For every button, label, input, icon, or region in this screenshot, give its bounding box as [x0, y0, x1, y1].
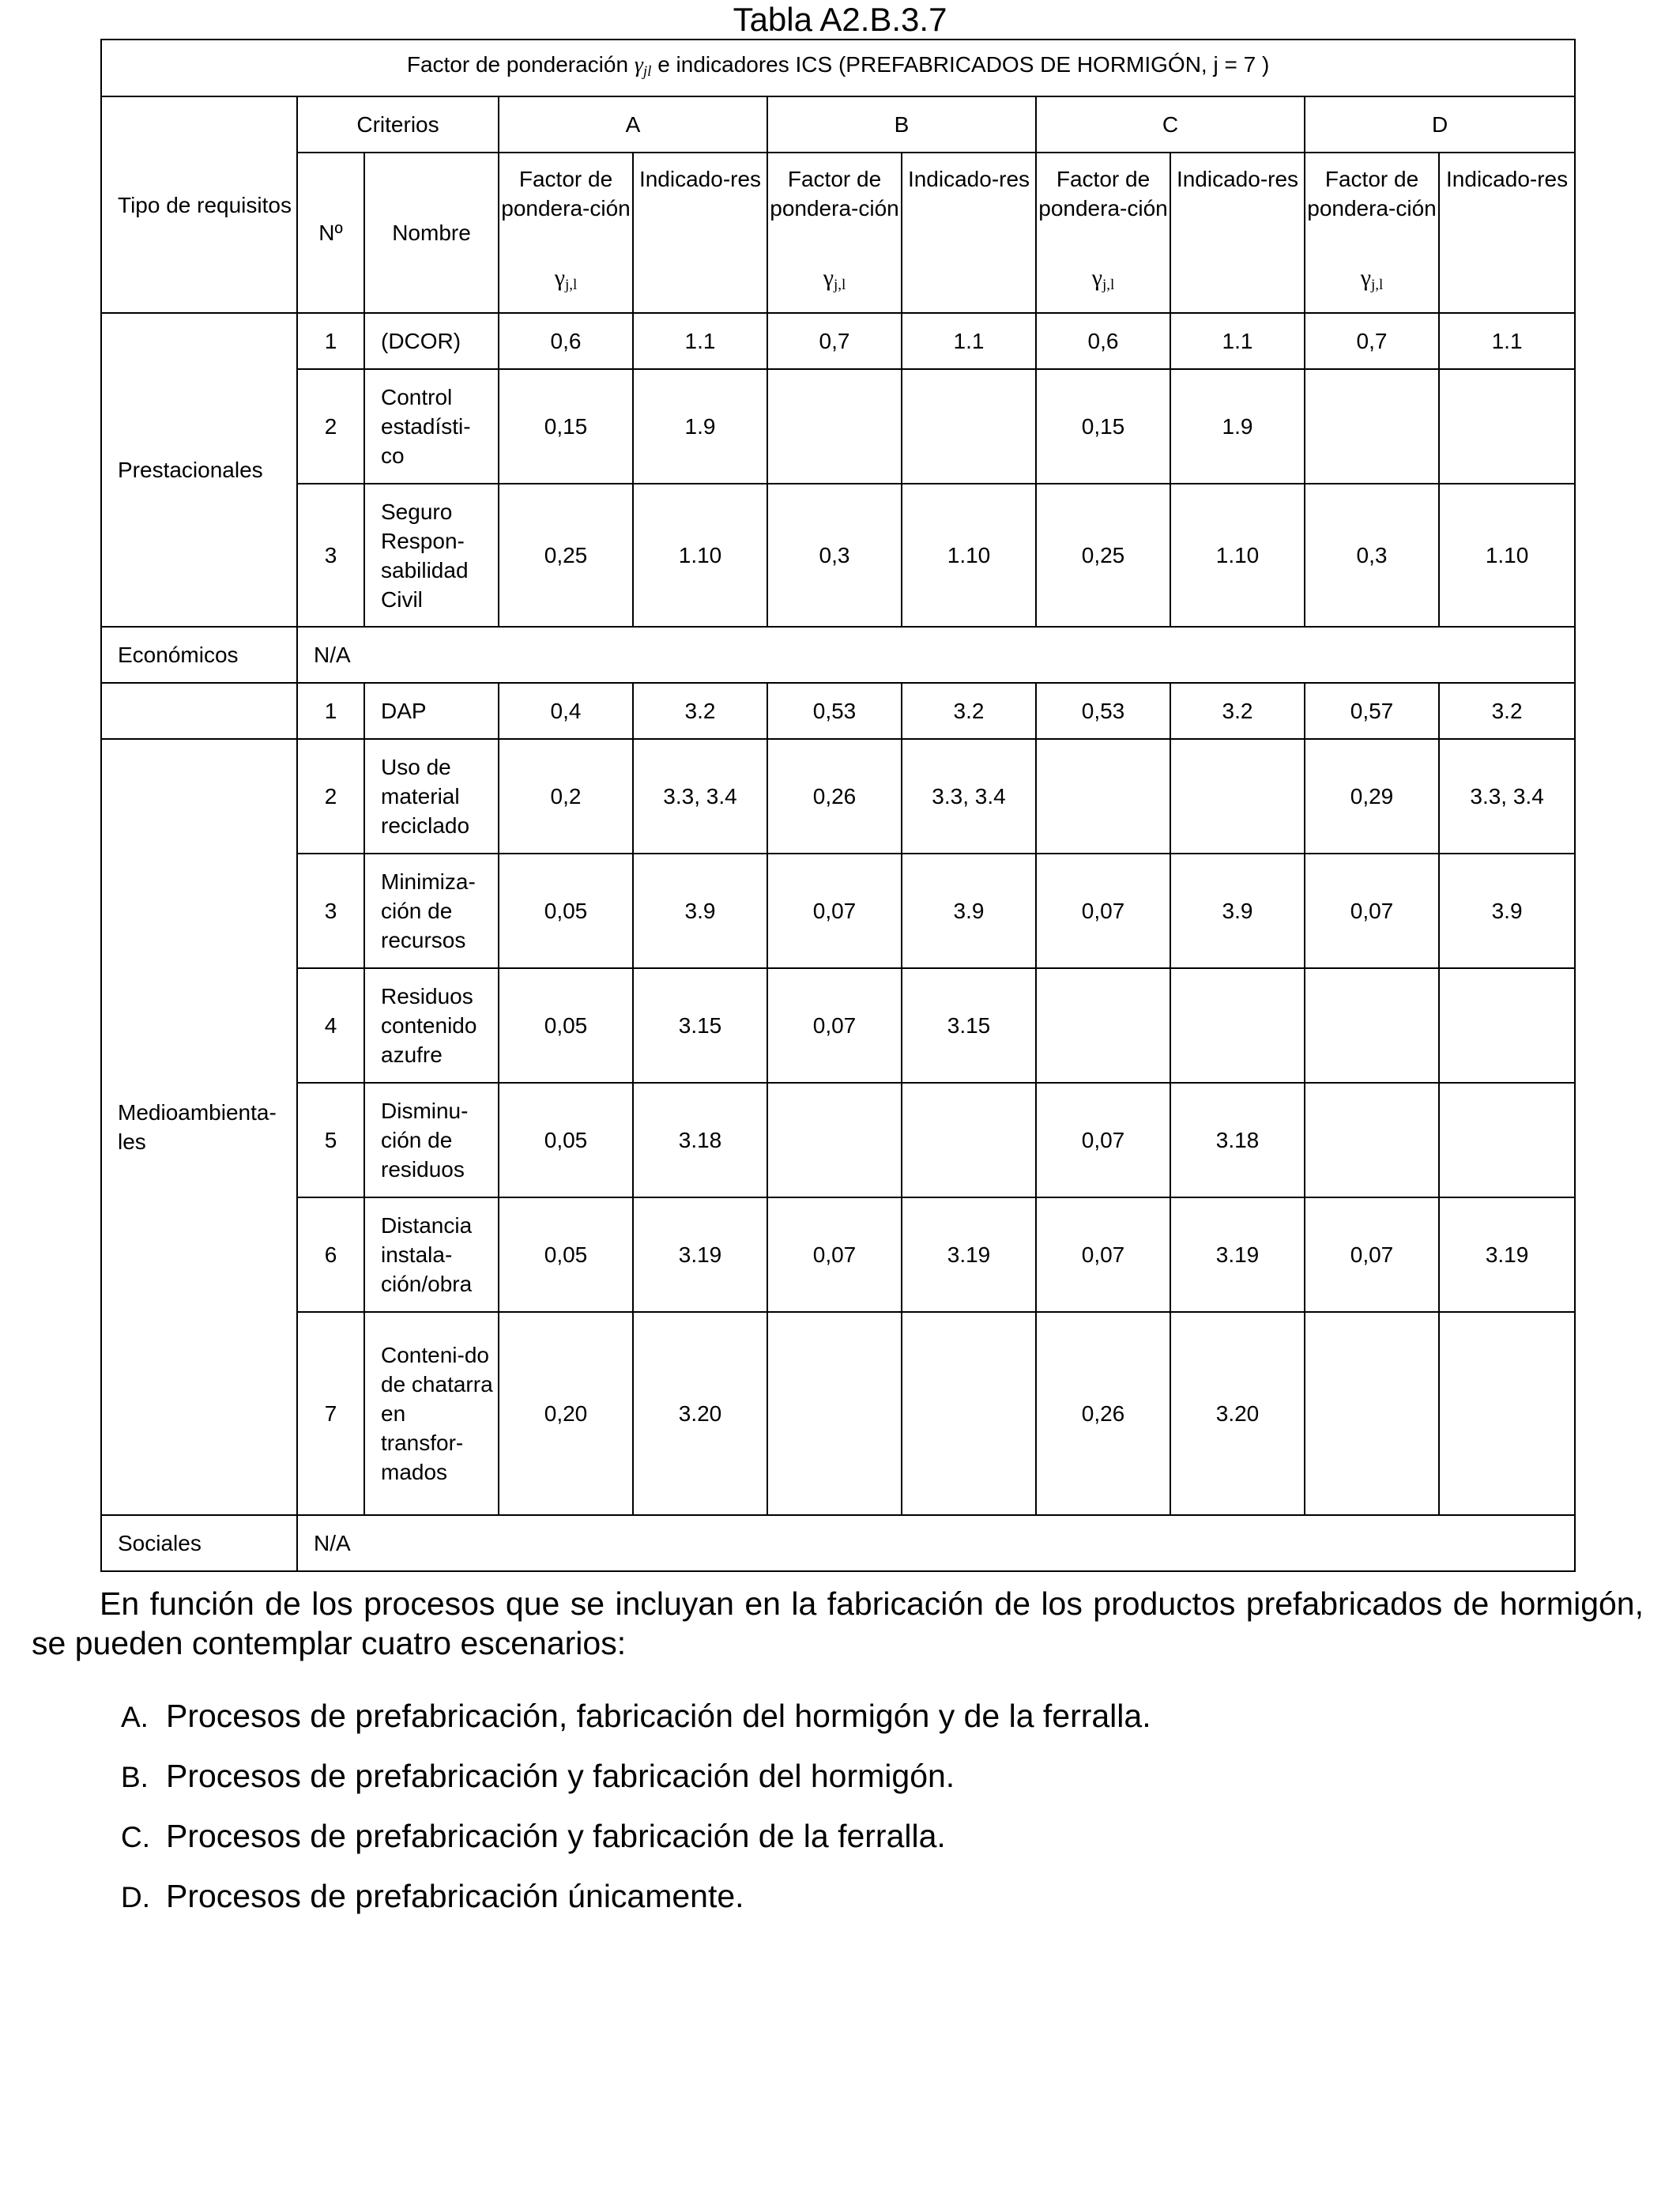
factor-value: 0,25 — [1036, 484, 1170, 627]
table-row — [101, 369, 1575, 484]
table-title-pre: Factor de ponderación — [406, 52, 635, 77]
indicator-value: 3.20 — [633, 1312, 767, 1515]
table-row — [101, 968, 1575, 1083]
indicator-value: 3.9 — [1170, 854, 1305, 968]
header-factor-label: Factor de pondera-ción — [1038, 167, 1168, 221]
header-gamma-sub: j,l — [1370, 277, 1384, 293]
intro-paragraph: En función de los procesos que se incluyan en la fabricación de los productos prefabricados de hormigón, se pueden contemplar cuatro escenarios: — [32, 1585, 1644, 1661]
scenario-list — [121, 1687, 1151, 1927]
row-name: Disminu-ción de residuos — [364, 1083, 499, 1197]
header-gamma-symbol: γ — [554, 265, 565, 291]
header-indicadores-label: Indicado-res — [1176, 167, 1299, 191]
list-text: Procesos de prefabricación y fabricación de la ferralla. — [166, 1818, 946, 1854]
row-number: 1 — [297, 683, 364, 739]
factor-value: 0,6 — [1036, 313, 1170, 369]
factor-value: 0,26 — [1036, 1312, 1170, 1515]
list-marker: B. — [121, 1761, 149, 1793]
list-item — [121, 1687, 1151, 1747]
indicator-value: 3.3, 3.4 — [902, 739, 1036, 854]
table-row — [101, 683, 1575, 739]
indicator-value: 3.3, 3.4 — [633, 739, 767, 854]
indicator-value: 1.10 — [1170, 484, 1305, 627]
header-factor-wrap — [1305, 153, 1438, 311]
row-number: 4 — [297, 968, 364, 1083]
row-number: 3 — [297, 484, 364, 627]
indicator-value: 3.19 — [1439, 1197, 1575, 1312]
factor-value: 0,07 — [767, 854, 902, 968]
table-title — [101, 40, 1575, 96]
factor-value: 0,53 — [1036, 683, 1170, 739]
header-factor-wrap — [768, 153, 901, 311]
factor-value: 0,05 — [499, 968, 633, 1083]
indicator-value: 3.9 — [1439, 854, 1575, 968]
row-number: 2 — [297, 739, 364, 854]
row-name: (DCOR) — [364, 313, 499, 369]
indicator-value — [1439, 1083, 1575, 1197]
indicator-value: 1.10 — [902, 484, 1036, 627]
header-factor-b — [767, 153, 902, 313]
indicator-value: 3.15 — [902, 968, 1036, 1083]
group-sociales: Sociales — [101, 1515, 297, 1571]
list-marker: D. — [121, 1881, 150, 1913]
header-factor-a — [499, 153, 633, 313]
table-row — [101, 484, 1575, 627]
table-row — [101, 1312, 1575, 1515]
indicator-value — [1170, 968, 1305, 1083]
row-number: 7 — [297, 1312, 364, 1515]
factor-value — [767, 1312, 902, 1515]
list-item — [121, 1867, 1151, 1927]
header-indicadores-d — [1439, 153, 1575, 313]
factor-value: 0,07 — [1036, 854, 1170, 968]
indicator-value: 3.9 — [902, 854, 1036, 968]
header-scenario-a: A — [499, 96, 767, 153]
indicator-value: 1.9 — [633, 369, 767, 484]
row-number: 2 — [297, 369, 364, 484]
factor-value: 0,15 — [499, 369, 633, 484]
header-indicadores-label: Indicado-res — [638, 167, 762, 191]
indicator-value: 3.15 — [633, 968, 767, 1083]
header-factor-label: Factor de pondera-ción — [770, 167, 899, 221]
factor-value: 0,05 — [499, 854, 633, 968]
header-factor-label: Factor de pondera-ción — [1307, 167, 1437, 221]
indicator-value: 3.2 — [902, 683, 1036, 739]
indicator-value — [902, 1083, 1036, 1197]
subheader-row — [101, 153, 1575, 313]
header-nombre: Nombre — [364, 153, 499, 313]
indicator-value: 3.3, 3.4 — [1439, 739, 1575, 854]
header-factor-gamma — [1037, 263, 1170, 300]
table-row — [101, 1083, 1575, 1197]
factor-value: 0,07 — [1305, 854, 1439, 968]
table-row-sociales — [101, 1515, 1575, 1571]
indicator-value: 3.19 — [633, 1197, 767, 1312]
factor-value: 0,05 — [499, 1197, 633, 1312]
factor-value: 0,2 — [499, 739, 633, 854]
header-indicadores-b — [902, 153, 1036, 313]
header-indicadores-a — [633, 153, 767, 313]
row-name: Seguro Respon-sabilidad Civil — [364, 484, 499, 627]
table-title-gamma: γ — [634, 53, 643, 77]
header-factor-gamma — [499, 263, 632, 300]
row-number: 6 — [297, 1197, 364, 1312]
group-empty — [101, 683, 297, 739]
factor-value: 0,7 — [1305, 313, 1439, 369]
factor-value — [1036, 739, 1170, 854]
indicator-value — [1439, 968, 1575, 1083]
indicator-value: 1.1 — [633, 313, 767, 369]
list-marker: C. — [121, 1821, 150, 1853]
header-indicadores-label: Indicado-res — [1446, 167, 1569, 191]
indicator-value: 3.20 — [1170, 1312, 1305, 1515]
indicator-value: 3.9 — [633, 854, 767, 968]
factor-value: 0,25 — [499, 484, 633, 627]
factor-value — [1305, 968, 1439, 1083]
table-caption: Tabla A2.B.3.7 — [733, 1, 947, 38]
factor-value — [767, 1083, 902, 1197]
table-row — [101, 313, 1575, 369]
indicator-value: 1.10 — [633, 484, 767, 627]
table-row — [101, 854, 1575, 968]
weighting-table — [100, 39, 1576, 1572]
header-factor-label: Factor de pondera-ción — [501, 167, 631, 221]
group-economicos: Económicos — [101, 627, 297, 683]
factor-value: 0,07 — [1036, 1197, 1170, 1312]
list-text: Procesos de prefabricación, fabricación del hormigón y de la ferralla. — [166, 1698, 1151, 1734]
indicator-value: 3.2 — [1170, 683, 1305, 739]
header-factor-c — [1036, 153, 1170, 313]
row-name: Uso de material reciclado — [364, 739, 499, 854]
header-factor-gamma — [768, 263, 901, 300]
row-name: Conteni-do de chatarra en transfor-mados — [364, 1312, 499, 1515]
factor-value: 0,07 — [1036, 1083, 1170, 1197]
factor-value: 0,53 — [767, 683, 902, 739]
row-name: Residuos contenido azufre — [364, 968, 499, 1083]
header-indicadores-c — [1170, 153, 1305, 313]
factor-value: 0,3 — [767, 484, 902, 627]
factor-value — [1305, 369, 1439, 484]
indicator-value: 3.2 — [1439, 683, 1575, 739]
factor-value: 0,57 — [1305, 683, 1439, 739]
header-factor-d — [1305, 153, 1439, 313]
economicos-na: N/A — [297, 627, 1575, 683]
header-gamma-sub: j,l — [833, 277, 846, 293]
row-number: 5 — [297, 1083, 364, 1197]
factor-value: 0,6 — [499, 313, 633, 369]
indicator-value: 1.1 — [1170, 313, 1305, 369]
factor-value: 0,29 — [1305, 739, 1439, 854]
indicator-value — [1439, 1312, 1575, 1515]
row-number: 1 — [297, 313, 364, 369]
factor-value: 0,07 — [767, 1197, 902, 1312]
table-row — [101, 739, 1575, 854]
header-scenario-b: B — [767, 96, 1036, 153]
header-criterios: Criterios — [297, 96, 499, 153]
list-marker: A. — [121, 1701, 149, 1733]
factor-value: 0,3 — [1305, 484, 1439, 627]
factor-value: 0,07 — [767, 968, 902, 1083]
row-number: 3 — [297, 854, 364, 968]
header-gamma-sub: j,l — [1102, 277, 1115, 293]
factor-value: 0,7 — [767, 313, 902, 369]
header-indicadores-label: Indicado-res — [907, 167, 1030, 191]
row-name: DAP — [364, 683, 499, 739]
indicator-value — [902, 1312, 1036, 1515]
group-medioambientales: Medioambienta-les — [101, 739, 297, 1515]
table-body — [101, 313, 1575, 1571]
indicator-value: 3.2 — [633, 683, 767, 739]
list-text: Procesos de prefabricación y fabricación del hormigón. — [166, 1758, 955, 1794]
indicator-value: 3.18 — [633, 1083, 767, 1197]
indicator-value: 3.19 — [1170, 1197, 1305, 1312]
indicator-value: 1.1 — [1439, 313, 1575, 369]
indicator-value — [902, 369, 1036, 484]
factor-value: 0,4 — [499, 683, 633, 739]
header-scenario-d: D — [1305, 96, 1575, 153]
factor-value: 0,05 — [499, 1083, 633, 1197]
row-name: Minimiza-ción de recursos — [364, 854, 499, 968]
list-item — [121, 1747, 1151, 1807]
factor-value: 0,07 — [1305, 1197, 1439, 1312]
header-gamma-symbol: γ — [1091, 265, 1102, 291]
list-text: Procesos de prefabricación únicamente. — [166, 1878, 744, 1914]
factor-value: 0,20 — [499, 1312, 633, 1515]
header-factor-wrap — [499, 153, 632, 311]
header-scenario-c: C — [1036, 96, 1305, 153]
row-name: Control estadísti-co — [364, 369, 499, 484]
factor-value: 0,15 — [1036, 369, 1170, 484]
factor-value — [1036, 968, 1170, 1083]
row-name: Distancia instala-ción/obra — [364, 1197, 499, 1312]
header-factor-gamma — [1305, 263, 1438, 300]
table-row-economicos — [101, 627, 1575, 683]
indicator-value: 1.10 — [1439, 484, 1575, 627]
indicator-value: 1.9 — [1170, 369, 1305, 484]
table-row — [101, 1197, 1575, 1312]
indicator-value — [1170, 739, 1305, 854]
table-title-post: e indicadores ICS (PREFABRICADOS DE HORMIGÓN, j = 7 ) — [651, 52, 1270, 77]
factor-value — [1305, 1083, 1439, 1197]
header-gamma-symbol: γ — [823, 265, 834, 291]
indicator-value — [1439, 369, 1575, 484]
header-factor-wrap — [1037, 153, 1170, 311]
list-item — [121, 1807, 1151, 1867]
indicator-value: 1.1 — [902, 313, 1036, 369]
header-numero: Nº — [297, 153, 364, 313]
table-title-gamma-sub: jl — [642, 63, 652, 80]
indicator-value: 3.19 — [902, 1197, 1036, 1312]
indicator-value: 3.18 — [1170, 1083, 1305, 1197]
factor-value — [1305, 1312, 1439, 1515]
header-gamma-sub: j,l — [564, 277, 578, 293]
factor-value: 0,26 — [767, 739, 902, 854]
sociales-na: N/A — [297, 1515, 1575, 1571]
header-gamma-symbol: γ — [1360, 265, 1371, 291]
group-prestacionales: Prestacionales — [101, 313, 297, 627]
factor-value — [767, 369, 902, 484]
header-tipo-requisitos: Tipo de requisitos — [101, 96, 297, 313]
